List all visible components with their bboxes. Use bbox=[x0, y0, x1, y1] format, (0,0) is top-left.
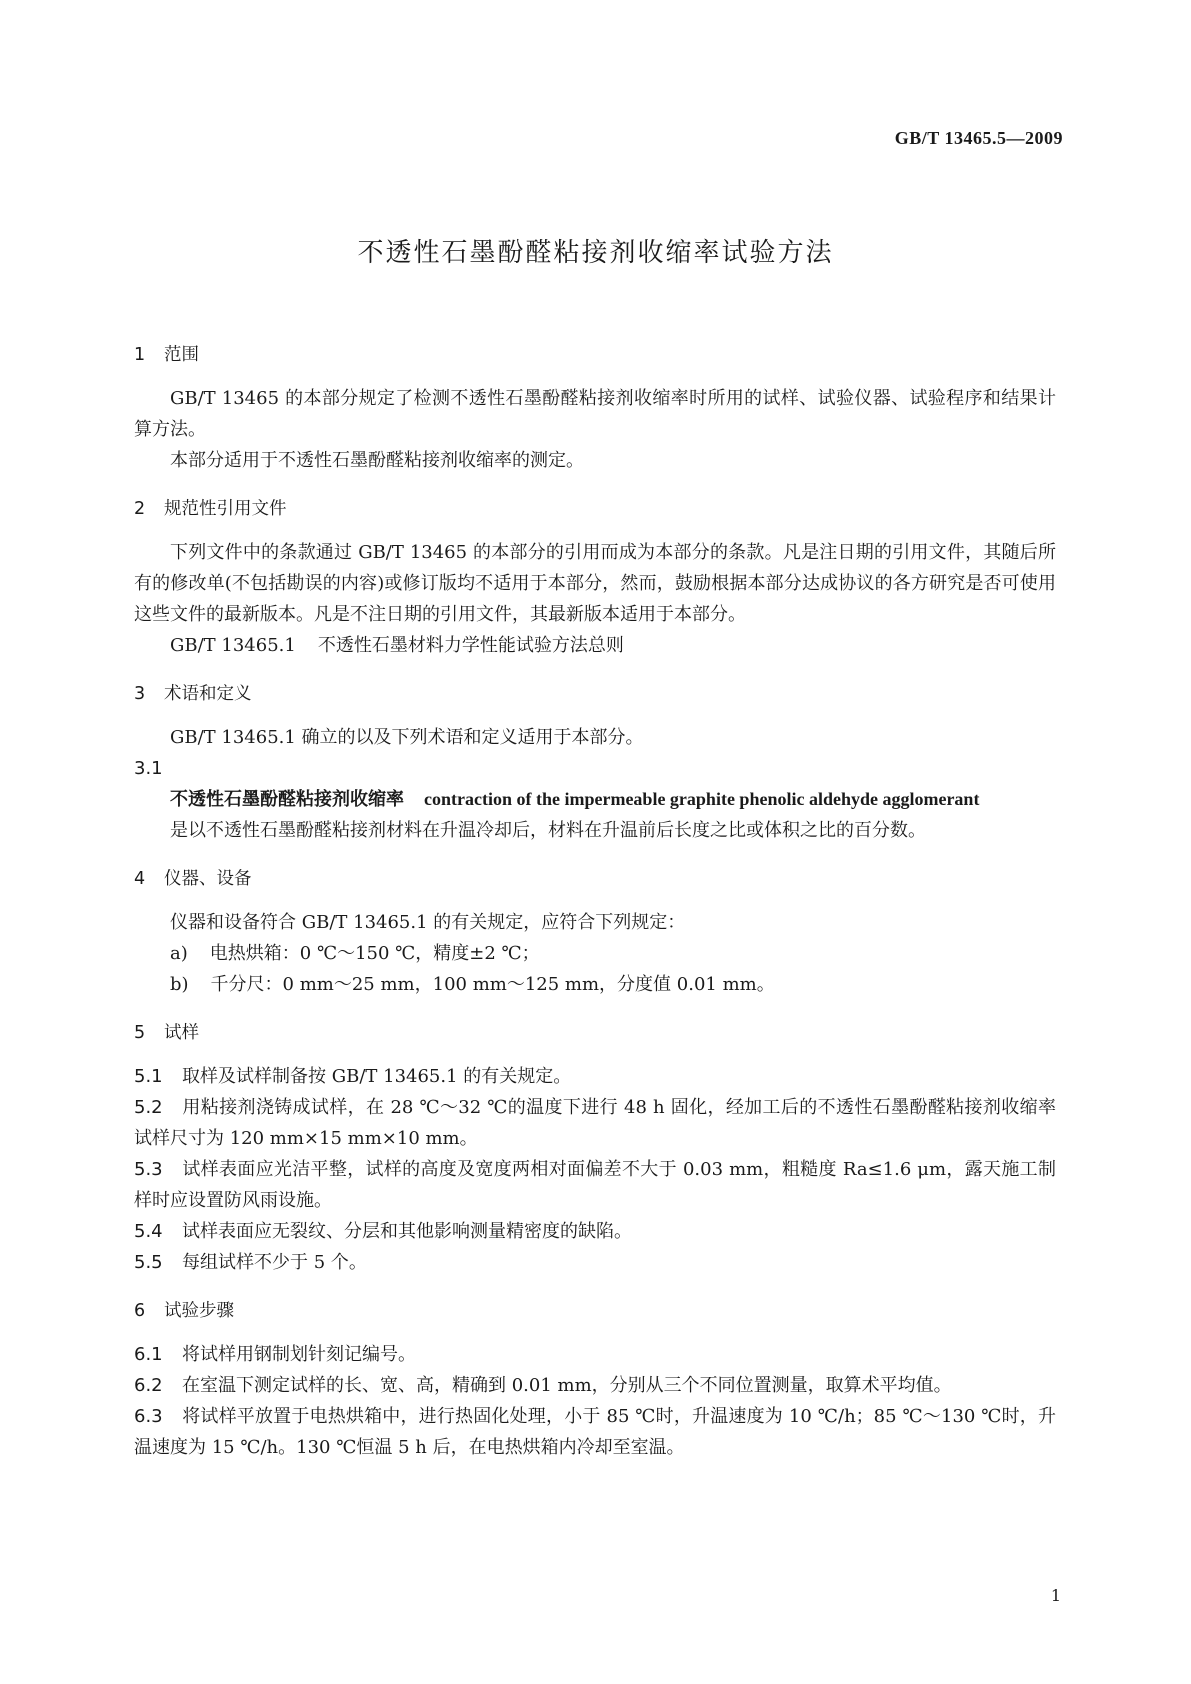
clause-text: 每组试样不少于 5 个。 bbox=[182, 1252, 367, 1273]
section-title: 术语和定义 bbox=[164, 684, 252, 704]
term-entry bbox=[134, 784, 1056, 815]
document-title: 不透性石墨酚醛粘接剂收缩率试验方法 bbox=[357, 238, 834, 268]
clause-number: 5.1 bbox=[134, 1066, 163, 1087]
clause bbox=[134, 1370, 1056, 1401]
paragraph: 下列文件中的条款通过 GB/T 13465 的本部分的引用而成为本部分的条款。凡是注日期的引用文件，其随后所有的修改单(不包括勘误的内容)或修订版均不适用于本部分，然而，鼓励根据本部分达成协议的各方研究是否可使用这些文件的最新版本。凡是不注日期的引用文件，其最新版本适用于本部分。 bbox=[134, 542, 1056, 625]
page-number: 1 bbox=[1050, 1586, 1061, 1605]
section-number: 4 bbox=[134, 869, 146, 889]
clause-text: 试样表面应无裂纹、分层和其他影响测量精密度的缺陷。 bbox=[182, 1221, 632, 1242]
clause bbox=[134, 1092, 1056, 1154]
paragraph: 本部分适用于不透性石墨酚醛粘接剂收缩率的测定。 bbox=[170, 450, 584, 471]
clause-number: 5.2 bbox=[134, 1097, 163, 1118]
clause bbox=[134, 1061, 1056, 1092]
section-3-heading bbox=[134, 679, 1056, 710]
clause bbox=[134, 1154, 1056, 1216]
term-english: contraction of the impermeable graphite phenolic aldehyde agglomerant bbox=[424, 789, 980, 809]
section-1-heading bbox=[134, 340, 1056, 371]
list-item bbox=[134, 938, 1056, 969]
reference-code: GB/T 13465.1 bbox=[170, 635, 296, 656]
clause-text: 将试样平放置于电热烘箱中，进行热固化处理，小于 85 ℃时，升温速度为 10 ℃/h；85 ℃～130 ℃时，升温速度为 15 ℃/h。130 ℃恒温 5 h 后，在电热烘箱内冷却至室温。 bbox=[134, 1406, 1056, 1458]
section-number: 6 bbox=[134, 1301, 146, 1321]
section-number: 3 bbox=[134, 684, 146, 704]
clause-number: 5.3 bbox=[134, 1159, 163, 1180]
clause-number: 5.4 bbox=[134, 1221, 163, 1242]
section-2-heading bbox=[134, 494, 1056, 525]
section-6-heading bbox=[134, 1296, 1056, 1327]
section-5-heading bbox=[134, 1018, 1056, 1049]
clause-text: 将试样用钢制划针刻记编号。 bbox=[182, 1344, 416, 1365]
reference-title: 不透性石墨材料力学性能试验方法总则 bbox=[317, 635, 624, 656]
clause bbox=[134, 1339, 1056, 1370]
term-definition: 是以不透性石墨酚醛粘接剂材料在升温冷却后，材料在升温前后长度之比或体积之比的百分数。 bbox=[170, 820, 926, 841]
clause-number: 6.2 bbox=[134, 1375, 163, 1396]
document-body bbox=[134, 328, 1056, 1463]
section-title: 试验步骤 bbox=[164, 1301, 234, 1321]
section-title: 试样 bbox=[164, 1023, 199, 1043]
clause-text: 取样及试样制备按 GB/T 13465.1 的有关规定。 bbox=[182, 1066, 572, 1087]
standard-number: GB/T 13465.5—2009 bbox=[894, 128, 1063, 148]
clause bbox=[134, 1247, 1056, 1278]
paragraph: GB/T 13465.1 确立的以及下列术语和定义适用于本部分。 bbox=[170, 727, 644, 748]
clause bbox=[134, 1401, 1056, 1463]
section-title: 仪器、设备 bbox=[164, 869, 252, 889]
list-text: 千分尺：0 mm～25 mm，100 mm～125 mm，分度值 0.01 mm。 bbox=[210, 974, 775, 995]
normative-reference bbox=[134, 630, 1056, 661]
section-number: 1 bbox=[134, 345, 146, 365]
clause-number: 6.1 bbox=[134, 1344, 163, 1365]
section-title: 范围 bbox=[164, 345, 199, 365]
section-number: 5 bbox=[134, 1023, 146, 1043]
clause-number: 5.5 bbox=[134, 1252, 163, 1273]
clause-number: 6.3 bbox=[134, 1406, 163, 1427]
clause-text: 试样表面应光洁平整，试样的高度及宽度两相对面偏差不大于 0.03 mm，粗糙度 Ra≤1.6 μm，露天施工制样时应设置防风雨设施。 bbox=[134, 1159, 1056, 1211]
clause bbox=[134, 1216, 1056, 1247]
paragraph: 仪器和设备符合 GB/T 13465.1 的有关规定，应符合下列规定： bbox=[170, 912, 686, 933]
section-4-heading bbox=[134, 864, 1056, 895]
section-number: 2 bbox=[134, 499, 146, 519]
clause-text: 用粘接剂浇铸成试样，在 28 ℃～32 ℃的温度下进行 48 h 固化，经加工后的不透性石墨酚醛粘接剂收缩率试样尺寸为 120 mm×15 mm×10 mm。 bbox=[134, 1097, 1056, 1149]
list-label: a) bbox=[170, 943, 188, 964]
term-number: 3.1 bbox=[134, 758, 163, 779]
paragraph: GB/T 13465 的本部分规定了检测不透性石墨酚醛粘接剂收缩率时所用的试样、试验仪器、试验程序和结果计算方法。 bbox=[134, 388, 1056, 440]
term-chinese: 不透性石墨酚醛粘接剂收缩率 bbox=[170, 789, 404, 810]
list-label: b) bbox=[170, 974, 189, 995]
list-item bbox=[134, 969, 1056, 1000]
section-title: 规范性引用文件 bbox=[164, 499, 287, 519]
clause-text: 在室温下测定试样的长、宽、高，精确到 0.01 mm，分别从三个不同位置测量，取算术平均值。 bbox=[182, 1375, 952, 1396]
list-text: 电热烘箱：0 ℃～150 ℃，精度±2 ℃； bbox=[209, 943, 540, 964]
